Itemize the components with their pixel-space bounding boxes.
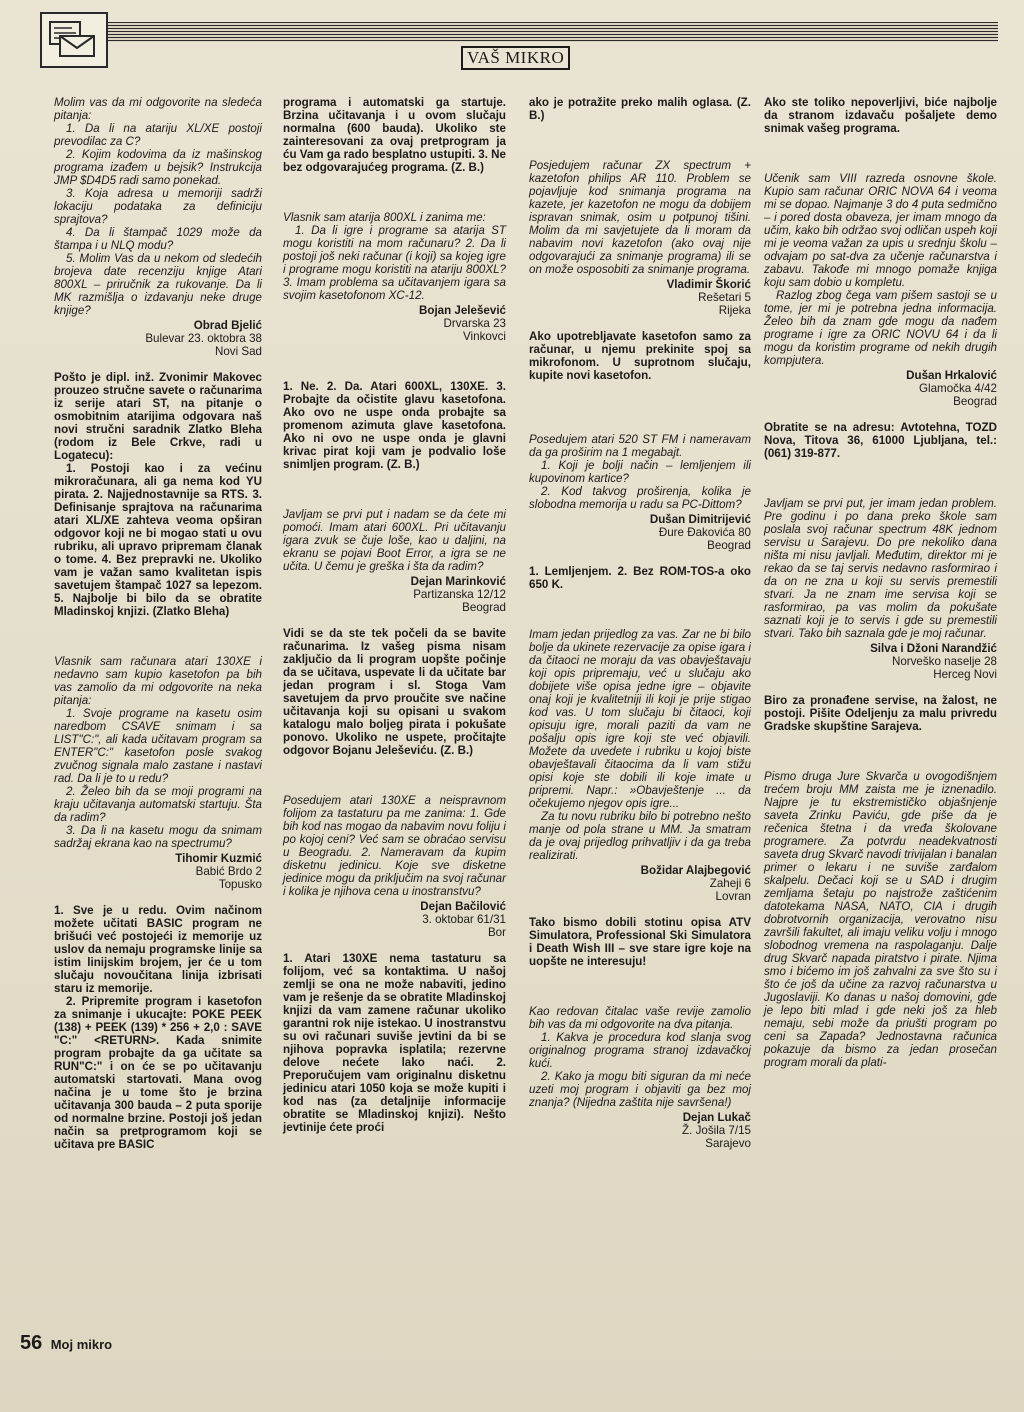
signature-address: Norveško naselje 28 (891, 655, 997, 668)
reader-letter (764, 172, 997, 408)
letter-paragraph: Molim vas da mi odgovorite na sledeća pitanja: (54, 96, 262, 122)
editor-answer (283, 952, 506, 1134)
signature-address: Rešetari 5 (698, 291, 751, 304)
column-gap (764, 148, 997, 172)
signature-name: Tihomir Kuzmić (175, 852, 262, 865)
signature-name: Dušan Dimitrijević (649, 513, 751, 526)
signature-address: Herceg Novi (933, 668, 997, 681)
letter-paragraph: Pismo druga Jure Skvarča u ovogodišnjem trećem broju MM zaista me je iznenadilo. Najpre je tu ekstremističko objašnjenje saveta Zrinku Paviću, gde piše da je rečenica štetna i da vređa školovane programere. Za potvrdu neadekvatnosti saveta drug Skvarč navodi trivijalan i banalan primer o lekaru i ne suviše zarđalom skalpelu. Dečaci koji se u SAD i drugim zemljama šetaju po najstrože zaštićenim datotekama NASA, NATO, CIA i drugih dobrotvornih organizacija, verovatno nisu završili fakultet, ali imaju veliku volju i mnogo slobodnog vremena na raspolaganju. Dalje drug Skvarč napada piratstvo i pirate. Njima smo i bićemo im još zahvalni za sve što su i što će još da učine za razvoj računarstva u Jugoslaviji. Ko danas u našoj domovini, gde je lepo biti mlad i gde neki još za hleb nemaju, sebi može da priušti program po ceni sa Zapada? Jednostavna računica pokazuje da bismo za jedan prosečan program morali da plati- (764, 770, 997, 1069)
editor-answer (529, 330, 751, 382)
answer-paragraph: Vidi se da ste tek počeli da se bavite računarima. Iz vašeg pisma nisam zaključio da li program uopšte počinje da se učitava, uspevate li da učitate bar jedan program i sl. Stoga Vam savetujem da prvo proučite sve načine učitavanja koji su opisani u svakom katalogu malo boljeg pirata i pokušate ponovo. Ukoliko ne uspete, pročitajte odgovor Bojanu Jeleševiću. (Z. B.) (283, 627, 506, 757)
answer-paragraph: 1. Ne. 2. Da. Atari 600XL, 130XE. 3. Probajte da očistite glavu kasetofona. Ako ovo ne uspe onda probajte sa promenom azimuta glave kasetofona. Ako ni ovo ne uspe onda je glavni krivac pirat koji vam je podvalio loše snimljen program. (Z. B.) (283, 380, 506, 471)
page-number: 56 (20, 1332, 43, 1354)
column-gap (283, 187, 506, 211)
signature-address: Đure Đakovića 80 (658, 526, 751, 539)
letter-signature (54, 852, 262, 891)
letter-paragraph: Javljam se prvi put, jer imam jedan problem. Pre godinu i po dana preko škole sam poslala svoj računar spectrum 48K jednom servisu u Sarajevu. Do pre nekoliko dana ništa mi nisu javljali. Međutim, direktor mi je rekao da se taj servis nedavno rasformirao i da on ne zna u koji su servis premestili stvari. Ja ne znam ime servisa koji se rasformirao, pa vas molim da pokušate saznati koji je to servis i gde su premestili stvari. Tako bih saznala gde je moj računar. (764, 497, 997, 640)
letter-paragraph: Posjedujem računar ZX spectrum + kazetofon philips AR 110. Problem se pojavljuje kod snimanja programa na kazete, jer kazetofon ne mogu da dobijem ispravan snimak, osim u potpunoj tišini. Molim da mi savjetujete da li moram da nabavim novi kazetofon (ako ovaj nije odgovarajući za snimanje programa) ili se on može osposobiti za snimanje programa. (529, 159, 751, 276)
reader-letter (529, 1005, 751, 1150)
letter-signature (529, 1111, 751, 1150)
letter-paragraph: 1. Kakva je procedura kod slanja svog originalnog programa stranoj izdavačkoj kući. (529, 1031, 751, 1070)
signature-address: Sarajevo (705, 1137, 751, 1150)
signature-address: Glamočka 4/42 (919, 382, 997, 395)
answer-paragraph: 1. Postoji kao i za većinu mikroračunara, ali ga nema kod YU pirata. 2. Najjednostavnije sa RTS. 3. Definisanje sprajtova na računarima atari XL/XE zahteva veoma opširan odgovor koji ne bi mogao stati u ovu rubriku, ali upravo pripremam članak o tome. 4. Bez prepravki ne. Ukoliko vam je važan samo kvalitetan ispis savetujem štampač 1027 sa lepezom. 5. Najbolje bi bilo da se obratite Mladinskoj knjizi. (Zlatko Bleha) (54, 462, 262, 618)
answer-paragraph: 1. Sve je u redu. Ovim načinom možete učitati BASIC program ne brišući već postojeći iz memorije uz uslov da nemaju programske linije sa istim linijskim brojem, jer će u tom slučaju novoučitana linija izbrisati staru iz memorije. (54, 904, 262, 995)
signature-name: Dušan Hrkalović (906, 369, 997, 382)
signature-address: Ž. Jošila 7/15 (682, 1124, 751, 1137)
editor-answer (283, 380, 506, 471)
signature-name: Dejan Bačilović (420, 900, 506, 913)
signature-address: Beograd (707, 539, 751, 552)
signature-name: Silva i Džoni Narandžić (870, 642, 997, 655)
answer-paragraph: Tako bismo dobili stotinu opisa ATV Simulatora, Professional Ski Simulatora i Death Wish III – sve stare igre koje na uopšte ne interesuju! (529, 916, 751, 968)
letter-paragraph: 1. Da li igre i programe sa atarija ST mogu koristiti na mom računaru? 2. Da li postoji još neki računar (i koji) sa kojeg igre i programe mogu koristiti na atariju 800XL? 3. Imam problema sa učitavanjem igara sa svojim kasetofonom XC-12. (283, 224, 506, 302)
editor-answer (54, 371, 262, 618)
column-gap (764, 746, 997, 770)
editor-answer (764, 694, 997, 733)
signature-address: Rijeka (718, 304, 751, 317)
letter-paragraph: 2. Kod takvog proširenja, kolika je slobodna memorija u radu sa PC-Dittom? (529, 485, 751, 511)
editor-answer (283, 627, 506, 757)
answer-paragraph: ako je potražite preko malih oglasa. (Z. B.) (529, 96, 751, 122)
letter-paragraph: 1. Da li na atariju XL/XE postoji prevodilac za C? (54, 122, 262, 148)
signature-name: Vladimir Škorić (666, 278, 751, 291)
answer-paragraph: Biro za pronađene servise, na žalost, ne postoji. Pišite Odeljenju za malu privredu Gradske skupštine Sarajeva. (764, 694, 997, 733)
reader-letter (764, 770, 997, 1069)
column-2 (283, 96, 506, 1147)
answer-paragraph: 1. Lemljenjem. 2. Bez ROM-TOS-a oko 650 K. (529, 565, 751, 591)
letter-signature (283, 900, 506, 939)
letter-paragraph: Vlasnik sam računara atari 130XE i nedavno sam kupio kasetofon pa bih vas zamolio da mi odgovorite na neka pitanja: (54, 655, 262, 707)
letter-paragraph: 3. Koja adresa u memoriji sadrži lokaciju podataka za definiciju sprajtova? (54, 187, 262, 226)
letter-signature (283, 575, 506, 614)
reader-letter (54, 96, 262, 358)
editor-answer (529, 565, 751, 591)
answer-paragraph: Obratite se na adresu: Avtotehna, TOZD Nova, Titova 36, 61000 Ljubljana, tel.: (061) 319-877. (764, 421, 997, 460)
signature-address: Bor (487, 926, 506, 939)
answer-paragraph: 1. Atari 130XE nema tastaturu sa folijom, već sa kontaktima. U našoj zemlji se ona ne može nabaviti, jedino vam je rešenje da se obratite Mladinskoj knjizi da vam zamene računar ukoliko garantni rok nije istekao. U inostranstvu su ovi računari suviše jevtini da bi se njihova popravka isplatila; rezervne delove nećete lako naći. 2. Preporučujem vam originalnu disketnu jedinicu atari 1050 koja se može kupiti i kod nas (za detaljnije informacije obratite se Mladinskoj knjizi). Nešto jevtinije ćete proći (283, 952, 506, 1134)
header-rule (40, 22, 998, 42)
letter-signature (529, 864, 751, 903)
letter-paragraph: 4. Da li štampač 1029 može da štampa i u NLQ modu? (54, 226, 262, 252)
editor-answer (283, 96, 506, 174)
letter-paragraph: 5. Molim Vas da u nekom od sledećih brojeva date recenziju knjige Atari 800XL – priručnik za rukovanje. Da li MK razmišlja o izdavanju neke druge knjige? (54, 252, 262, 317)
signature-name: Obrad Bjelić (193, 319, 262, 332)
mail-icon (40, 12, 108, 68)
signature-address: Partizanska 12/12 (413, 588, 506, 601)
letter-paragraph: Posedujem atari 520 ST FM i nameravam da ga proširim na 1 megabajt. (529, 433, 751, 459)
letter-paragraph: Javljam se prvi put i nadam se da ćete mi pomoći. Imam atari 600XL. Pri učitavanju igara zvuk se čuje lošе, kao u daljini, na ekranu se pojavi Boot Error, a igra se ne učita. U čemu je greška i šta da radim? (283, 508, 506, 573)
column-gap (529, 981, 751, 1005)
column-gap (529, 395, 751, 433)
letter-signature (529, 513, 751, 552)
letter-paragraph: 2. Želeo bih da se moji programi na kraju učitavanja automatski startuju. Šta da radim? (54, 785, 262, 824)
editor-answer (529, 916, 751, 968)
letter-signature (529, 278, 751, 317)
column-gap (529, 604, 751, 628)
page-footer (20, 1332, 112, 1355)
signature-address: Zaheji 6 (709, 877, 751, 890)
column-gap (283, 484, 506, 508)
editor-answer (764, 96, 997, 135)
signature-address: 3. oktobar 61/31 (422, 913, 506, 926)
column-gap (283, 356, 506, 380)
signature-address: Beograd (462, 601, 506, 614)
reader-letter (54, 655, 262, 891)
reader-letter (529, 159, 751, 317)
letter-paragraph: Vlasnik sam atarija 800XL i zanima me: (283, 211, 486, 224)
letter-signature (54, 319, 262, 358)
answer-paragraph: Ako ste toliko nepoverljivi, biće najbolje da stranom izdavaču pošaljete demo snimak vašeg programa. (764, 96, 997, 135)
reader-letter (529, 628, 751, 903)
signature-address: Vinkovci (463, 330, 506, 343)
signature-name: Bojan Jelešević (418, 304, 506, 317)
reader-letter (764, 497, 997, 681)
signature-address: Drvarska 23 (443, 317, 506, 330)
signature-address: Babić Brdo 2 (195, 865, 262, 878)
signature-address: Lovran (715, 890, 751, 903)
editor-answer (54, 904, 262, 1151)
answer-paragraph: 2. Pripremite program i kasetofon za snimanje i ukucajte: POKE PEEK (138) + PEEK (139) * 256 + 2,0 : SAVE "C:" <RETURN>. Kada snimite program probajte da ga učitate sa RUN"C:" i on će se po učitavanju automatski startovati. Mana ovog načina je u tome što je brzina učitavanja 300 bauda – 2 puta sporije od normalne brzine. Postoji još jedan način sa pretprogramom koji se učitava pre BASIC (54, 995, 262, 1151)
reader-letter (529, 433, 751, 552)
letter-paragraph: Razlog zbog čega vam pišem sastoji se u tome, jer mi je potrebna jedna informacija. Želeo bih da znam gde mogu da nađem programe i igre za ORIC NOVU 64 i da li mogu da koristim programe od nekih drugih kompjutera. (764, 289, 997, 367)
letter-paragraph: Učenik sam VIII razreda osnovne škole. Kupio sam računar ORIC NOVA 64 i veoma mi se dopao. Najmanje 3 do 4 puta sedmično – i pored dosta obaveza, jer imam mnogo da učim, kako bih održao svoj odličan uspeh koji mi je veoma važan za upis u srednju školu – odvajam po sat-dva za učenje računarstva i zabavu. Takođe mi mnogo pomaže knjiga koju sam dobio u kompletu. (764, 172, 997, 289)
column-4 (764, 96, 997, 1082)
column-gap (283, 770, 506, 794)
signature-address: Beograd (953, 395, 997, 408)
letter-paragraph: 2. Kojim kodovima da iz mašinskog programa izađem u bejsik? Instrukcija JMP $D4D5 radi samo ponekad. (54, 148, 262, 187)
editor-answer (764, 421, 997, 460)
section-label: VAŠ MIKRO (461, 46, 570, 70)
column-3 (529, 96, 751, 1163)
editor-answer (529, 96, 751, 122)
answer-paragraph: Pošto je dipl. inž. Zvonimir Makovec prouzeo stručne savete o računarima iz serije atari ST, na pitanje o osmobitnim atarijima odgovara naš novi stručni saradnik Zlatko Bleha (rodom iz Bele Crkve, radi u Logatecu): (54, 371, 262, 462)
column-1 (54, 96, 262, 1164)
reader-letter (283, 794, 506, 939)
letter-signature (764, 369, 997, 408)
letter-paragraph: Posedujem atari 130XE a neispravnom folijom za tastaturu pa me zanima: 1. Gde bih kod nas mogao da nabavim novu foliju i po kojoj ceni? Već sam se obraćao servisu u Beogradu. 2. Nameravam da kupim disketnu jedinicu. Koje sve disketne jedinice mogu da priključim na svoj računar i kolika je njihova cena u inostranstvu? (283, 794, 506, 898)
letter-paragraph: Za tu novu rubriku bilo bi potrebno nešto manje od pola strane u MM. Ja smatram da je ovaj prijedlog prihvatljiv i da ga treba realizirati. (529, 810, 751, 862)
letter-paragraph: 1. Koji je bolji način – lemljenjem ili kupovinom kartice? (529, 459, 751, 485)
signature-name: Dejan Lukač (682, 1111, 751, 1124)
letter-paragraph: 1. Svoje programe na kasetu osim naredbom CSAVE snimam i sa LIST"C:", ali kada učitavam program sa ENTER"C:" kasetofon posle svakog zvučnog signala malo zastane i nastavi rad. Da li je to u redu? (54, 707, 262, 785)
letter-paragraph: Imam jedan prijedlog za vas. Zar ne bi bilo bolje da ukinete rezervacije za opise igara i da čitaoci ne moraju da vas obavještavaju koji opis pripremaju, već u slučaju ako dobijete više opisa jedne igre – objavite onaj koji je kvalitetniji ili koji je prije stigao kod vas. U tom slučaju bi čitaoci, koji opisuju igre, morali paziti da vam ne pošalju opis igre koji ste već objavili. Možete da uvedete i rubriku u kojoj biste obavještavali čitaocima da li vam stižu opisi koje ste dobili ili koje imate u pripremi. Napr.: »Obavještenje ... da očekujemo njegov opis igre... (529, 628, 751, 810)
letter-signature (764, 642, 997, 681)
answer-paragraph: programa i automatski ga startuje. Brzina učitavanja i u ovom slučaju normalna (600 bauda). Ukoliko ste zainteresovani za ovaj pretprogram ja ću Vam ga rado besplatno ustupiti. 3. Ne bez odgovarajućeg programa. (Z. B.) (283, 96, 506, 174)
reader-letter (283, 211, 506, 343)
reader-letter (283, 508, 506, 614)
signature-name: Dejan Marinković (410, 575, 506, 588)
signature-name: Božidar Alajbegović (640, 864, 751, 877)
signature-address: Novi Sad (214, 345, 262, 358)
signature-address: Bulevar 23. oktobra 38 (145, 332, 262, 345)
letter-signature (283, 304, 506, 343)
letter-paragraph: 3. Da li na kasetu mogu da snimam sadržaj ekrana kao na spectrumu? (54, 824, 262, 850)
letter-paragraph: 2. Kako ja mogu biti siguran da mi neće uzeti moj program i objaviti ga bez moj znanja? (Nijedna zaštita nije savršena!) (529, 1070, 751, 1109)
letter-paragraph: Kao redovan čitalac vaše revije zamolio bih vas da mi odgovorite na dva pitanja. (529, 1005, 751, 1031)
column-gap (764, 473, 997, 497)
column-gap (54, 631, 262, 655)
column-gap (529, 135, 751, 159)
magazine-name: Moj mikro (50, 1337, 113, 1352)
signature-address: Topusko (218, 878, 262, 891)
answer-paragraph: Ako upotrebljavate kasetofon samo za računar, u njemu prekinite spoj sa mikrofonom. U suprotnom slučaju, kupite novi kasetofon. (529, 330, 751, 382)
